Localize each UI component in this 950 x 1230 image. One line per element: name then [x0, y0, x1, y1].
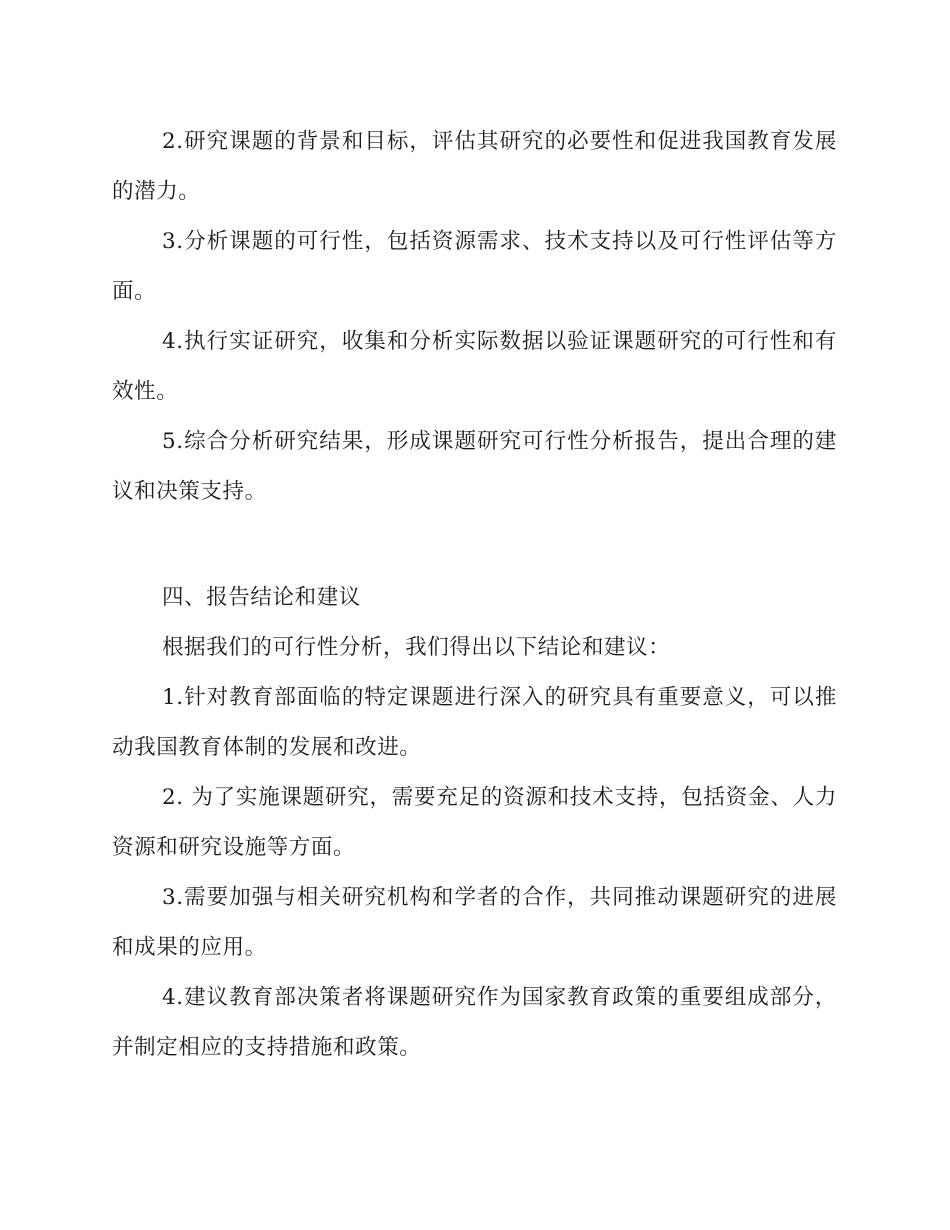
method-item-5: 5.综合分析研究结果，形成课题研究可行性分析报告，提出合理的建议和决策支持。: [112, 429, 837, 504]
conclusion-item-1: 1.针对教育部面临的特定课题进行深入的研究具有重要意义，可以推动我国教育体制的发展和改进。: [112, 685, 837, 760]
method-item-3: 3.分析课题的可行性，包括资源需求、技术支持以及可行性评估等方面。: [112, 229, 837, 304]
document-page: [112, 117, 837, 1073]
conclusion-item-2: 2. 为了实施课题研究，需要充足的资源和技术支持，包括资金、人力资源和研究设施等方面。: [112, 785, 837, 860]
conclusion-item-4: 4.建议教育部决策者将课题研究作为国家教育政策的重要组成部分，并制定相应的支持措施和政策。: [112, 985, 837, 1060]
section-heading: 四、报告结论和建议: [162, 585, 361, 610]
section-intro: 根据我们的可行性分析，我们得出以下结论和建议：: [162, 635, 671, 660]
method-item-4: 4.执行实证研究，收集和分析实际数据以验证课题研究的可行性和有效性。: [112, 329, 837, 404]
conclusion-item-3: 3.需要加强与相关研究机构和学者的合作，共同推动课题研究的进展和成果的应用。: [112, 885, 837, 960]
method-item-2: 2.研究课题的背景和目标，评估其研究的必要性和促进我国教育发展的潜力。: [112, 129, 837, 204]
